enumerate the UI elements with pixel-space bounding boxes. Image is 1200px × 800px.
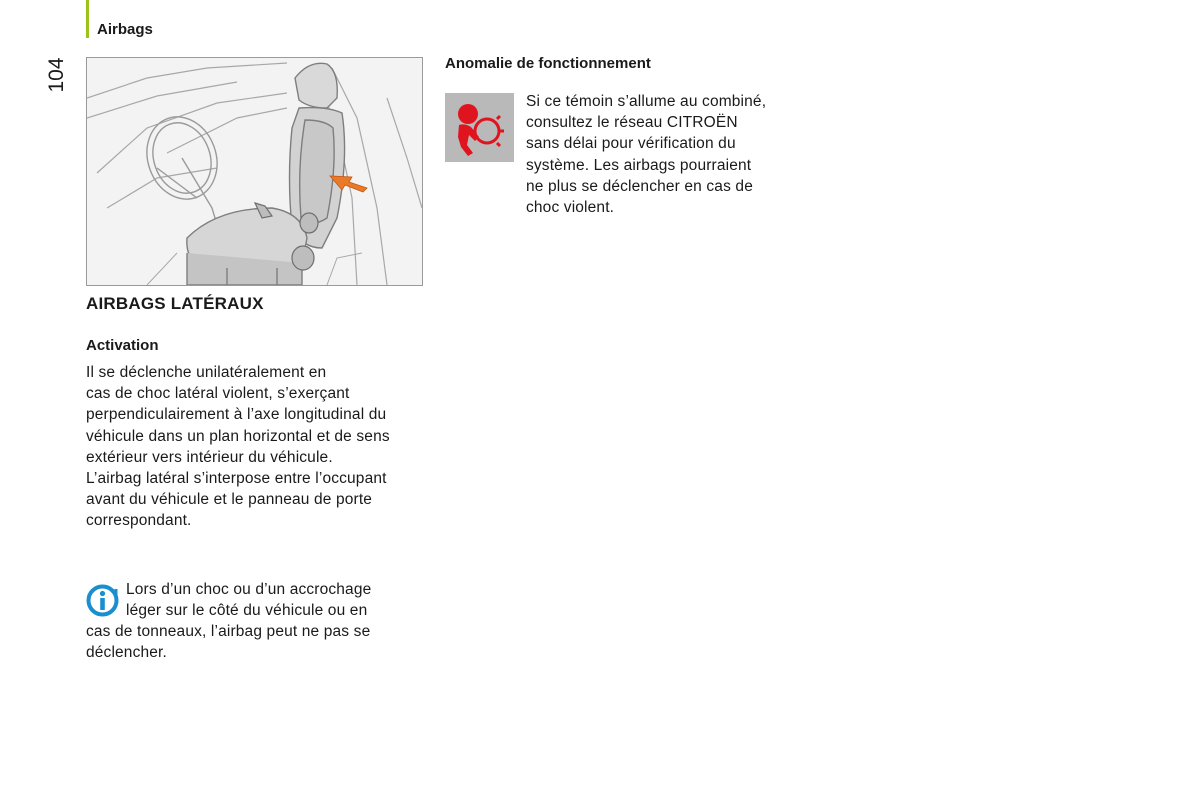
- info-icon: [86, 584, 119, 617]
- page-number-text: 104: [45, 57, 68, 93]
- info-note-text-rest: cas de tonneaux, l’airbag peut ne pas se déclencher.: [86, 623, 371, 662]
- section-title: Airbags: [97, 21, 153, 38]
- seat-drawing: [87, 58, 422, 285]
- side-airbags-title: AIRBAGS LATÉRAUX: [86, 294, 264, 313]
- page-number: [43, 58, 71, 92]
- activation-heading: Activation: [86, 337, 159, 354]
- seat-illustration: [86, 57, 423, 286]
- malfunction-heading: Anomalie de fonctionnement: [445, 55, 651, 72]
- airbag-warning-light-icon: [445, 93, 514, 162]
- malfunction-text: Si ce témoin s’allume au combiné, consultez le réseau CITROËN sans délai pour vérification du système. Les airbags pourraient ne plus se déclencher en cas de choc violent.: [526, 93, 767, 217]
- section-accent-bar: [86, 0, 89, 38]
- info-note-text-first: Lors d’un choc ou d’un accrochage léger sur le côté du véhicule ou en: [126, 581, 372, 620]
- activation-text: Il se déclenche unilatéralement en cas de choc latéral violent, s’exerçant perpendiculairement à l’axe longitudinal du véhicule dans un plan horizontal et de sens extérieur vers intérieur du véhicule. L’airbag latéral s’interpose entre l’occupant avant du véhicule et le panneau de porte correspondant.: [86, 364, 390, 530]
